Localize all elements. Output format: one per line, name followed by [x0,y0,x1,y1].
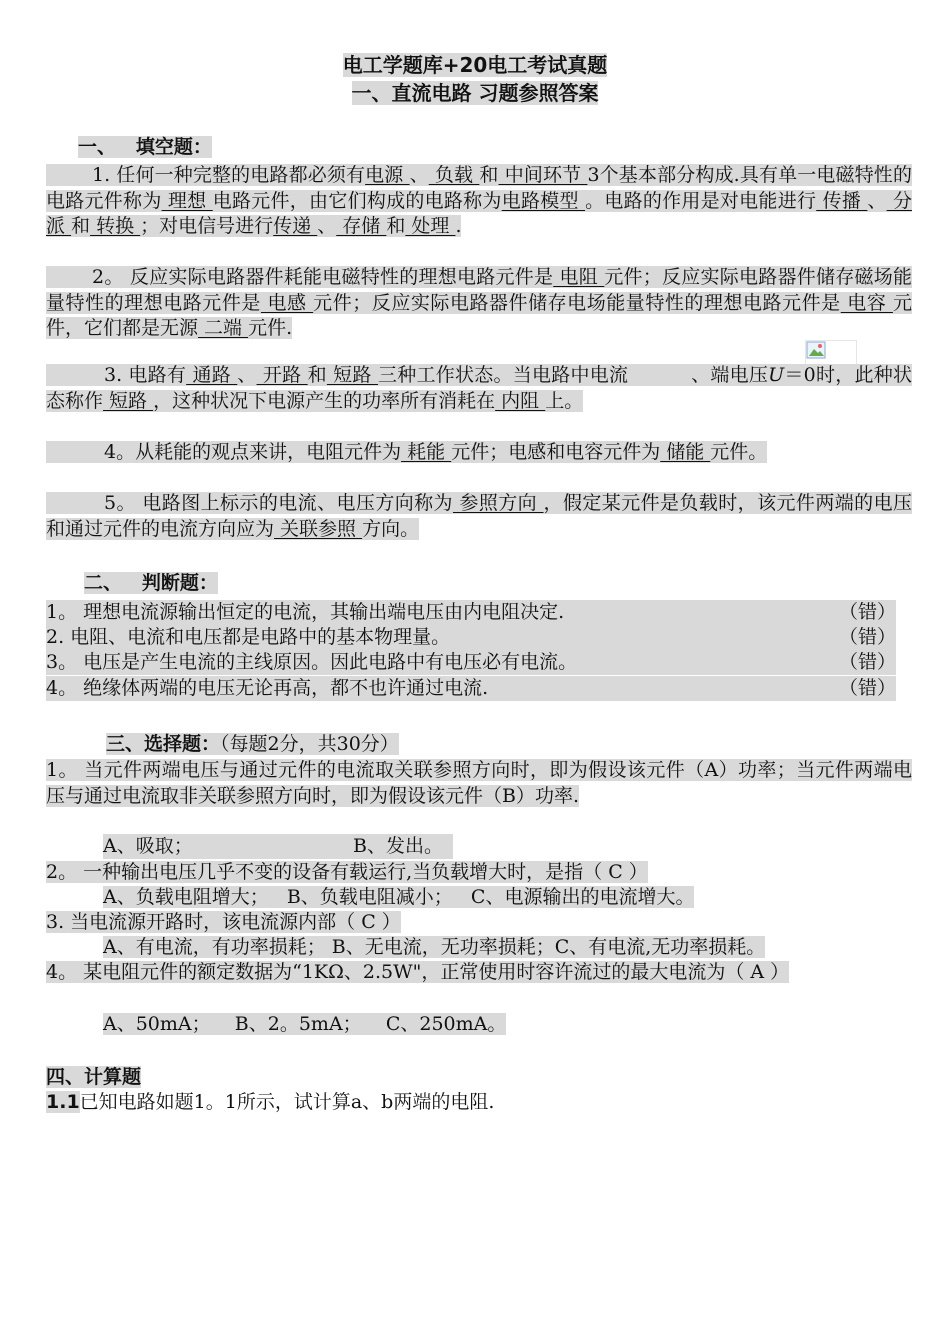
choice-q1: 1。 当元件两端电压与通过元件的电流取关联参照方向时，即为假设该元件（A）功率；当元件两端电压与通过电流取非关联参照方向时，即为假设该元件（B）功率. [46,759,912,807]
fill-q3: 3. 电路有 通路 、 开路 和 短路 三种工作状态。当电路中电流 、端电压U＝0时，此种状态称作 短路 ，这种状况下电源产生的功率所有消耗在 内阻 上。 [46,364,912,412]
fill-q4: 4。从耗能的观点来讲，电阻元件为 耗能 元件；电感和电容元件为 储能 元件。 [46,440,912,466]
judge-item-4: 4。 绝缘体两端的电压无论再高，都不也许通过电流. （错） [46,677,896,699]
choice-q1-options: A、吸取； B、发出。 [103,834,453,859]
image-placeholder-icon [806,341,826,359]
choice-q2-options: A、负载电阻增大； B、负载电阻减小； C、电源输出的电流增大。 [103,886,695,908]
choice-q3-options: A、有电流，有功率损耗； B、无电流，无功率损耗；C、有电流,无功率损耗。 [103,936,766,958]
section4-heading: 四、计算题 [46,1066,142,1088]
judge-item-3: 3。 电压是产生电流的主线原因。因此电路中有电压必有电流。 （错） [46,651,896,673]
doc-title: 电工学题库+20电工考试真题 [342,53,608,77]
choice-q3: 3. 当电流源开路时，该电流源内部（ C ） [46,911,401,933]
section1-heading: 一、 填空题： [78,136,212,158]
fill-q5: 5。 电路图上标示的电流、电压方向称为 参照方向 ，假定某元件是负载时，该元件两端的电压和通过元件的电流方向应为 关联参照 方向。 [46,492,912,540]
section3-heading: 三、选择题：（每题2分，共30分） [106,733,399,755]
calc-q1: 1.1已知电路如题1。1所示，试计算a、b两端的电阻. [46,1091,495,1113]
fill-q2: 2。 反应实际电路器件耗能电磁特性的理想电路元件是 电阻 元件；反应实际电路器件储存磁场能量特性的理想电路元件是 电感 元件；反应实际电路器件储存电场能量特性的理想电路元件是 电容 元件，它们都是无源 二端 元件. [46,266,912,339]
doc-subtitle: 一、直流电路 习题参照答案 [351,81,599,105]
choice-q2: 2。 一种输出电压几乎不变的设备有载运行,当负载增大时，是指（ C ） [46,861,648,883]
choice-q4: 4。 某电阻元件的额定数据为“1KΩ、2.5W"，正常使用时容许流过的最大电流为（ A ） [46,961,790,983]
judge-item-2: 2. 电阻、电流和电压都是电路中的基本物理量。 （错） [46,626,896,648]
section2-heading: 二、 判断题： [84,572,218,594]
judge-item-1: 1。 理想电流源输出恒定的电流，其输出端电压由内电阻决定. （错） [46,601,896,623]
fill-q1: 1. 任何一种完整的电路都必须有电源 、 负载 和 中间环节 3个基本部分构成.具有单一电磁特性的电路元件称为 理想 电路元件，由它们构成的电路称为电路模型 。电路的作用是对电能进行 传播 、 分派 和 转换 ；对电信号进行传递 、 存储 和 处理 . [46,164,912,237]
choice-q4-options: A、50mA； B、2。5mA； C、250mA。 [103,1013,507,1035]
